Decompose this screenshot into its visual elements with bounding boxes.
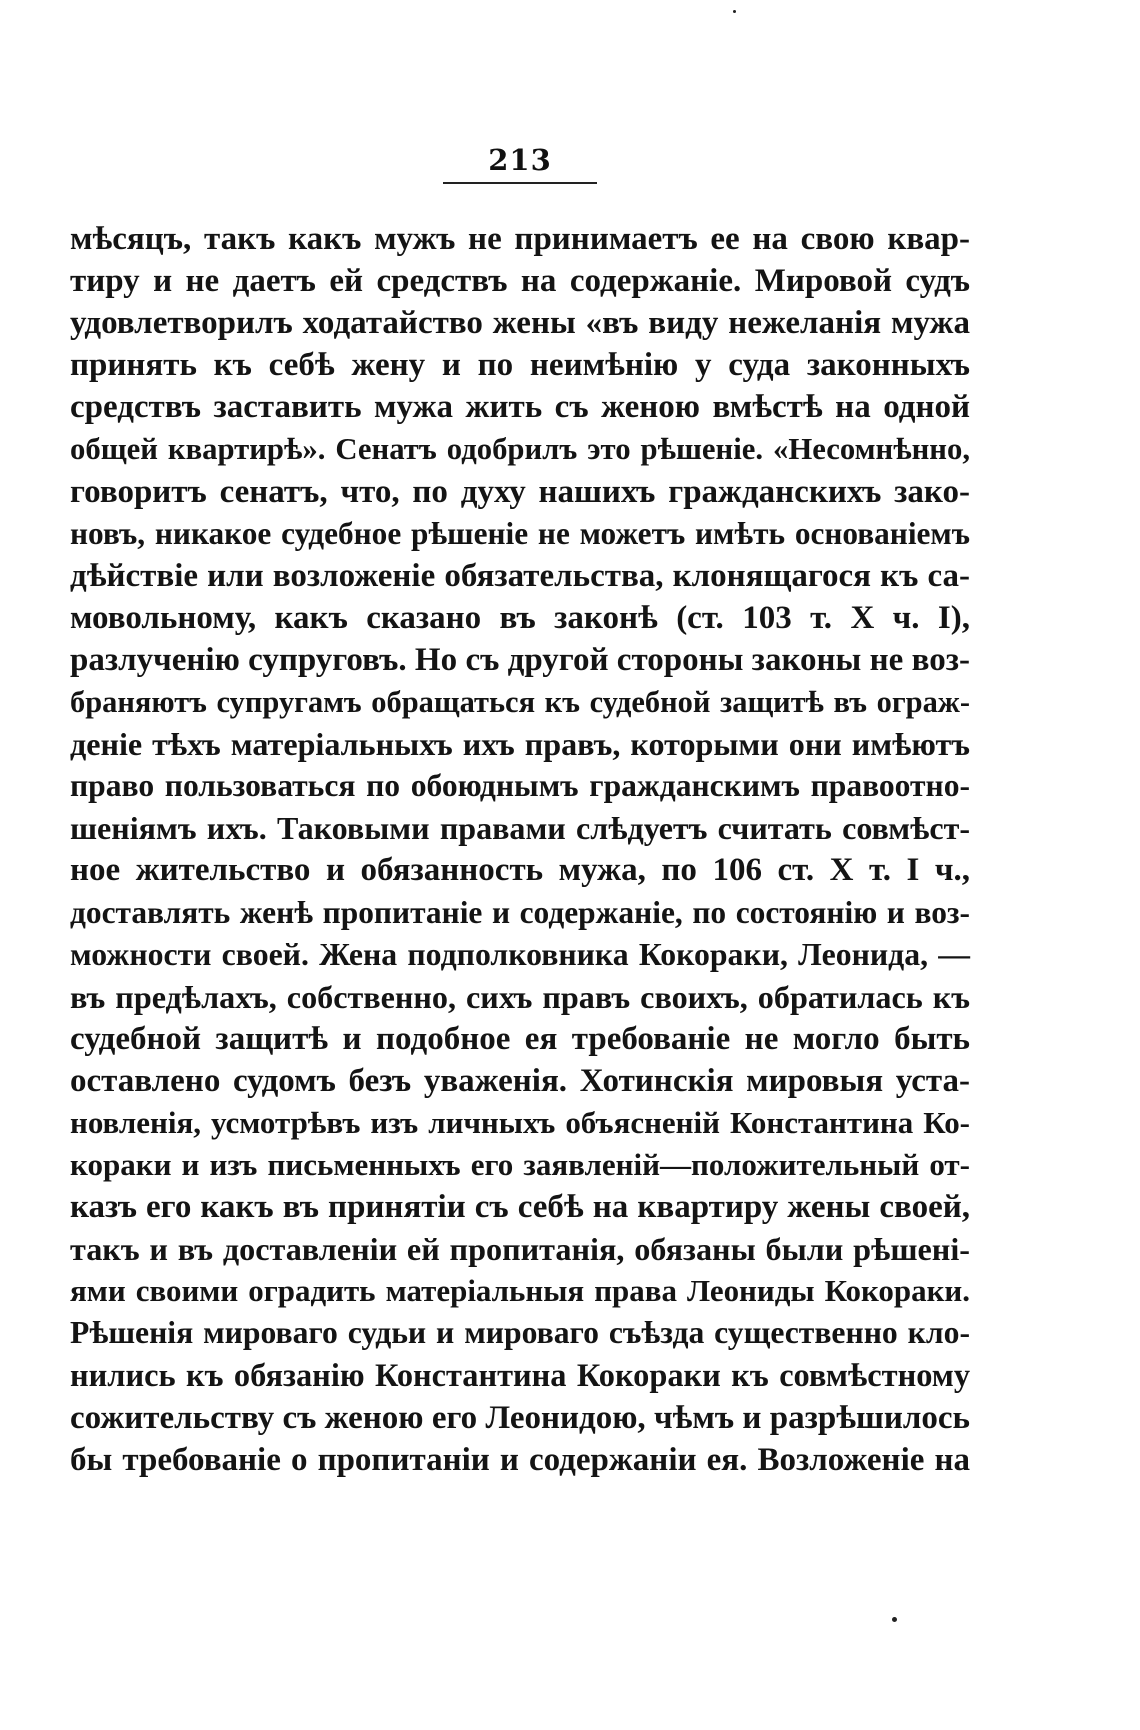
text-line: мѣсяцъ, такъ какъ мужъ не принимаетъ ее на свою квар- <box>70 221 970 257</box>
text-line: нились къ обязанію Константина Кокораки къ совмѣстному <box>70 1357 970 1394</box>
header-rule <box>443 182 597 184</box>
text-line: принять къ себѣ жену и по неимѣнію у суда законныхъ <box>70 347 970 384</box>
text-line: ное жительство и обязанность мужа, по 106 ст. X т. I ч., <box>70 852 970 889</box>
text-line: ями своими оградить матеріальныя права Леониды Кокораки. <box>70 1273 970 1309</box>
text-line: деніе тѣхъ матеріальныхъ ихъ правъ, которыми они имѣютъ <box>70 726 970 763</box>
text-line: общей квартирѣ». Сенатъ одобрилъ это рѣшеніе. «Несомнѣнно, <box>70 432 970 467</box>
text-line: сожительству съ женою его Леонидою, чѣмъ и разрѣшилось <box>70 1399 970 1436</box>
text-line: говоритъ сенатъ, что, по духу нашихъ гражданскихъ зако- <box>70 473 970 510</box>
text-line: казъ его какъ въ принятіи съ себѣ на квартиру жены своей, <box>70 1189 970 1226</box>
text-line: новъ, никакое судебное рѣшеніе не можетъ имѣть основаніемъ <box>70 515 970 551</box>
text-line: Рѣшенія мироваго судьи и мироваго съѣзда существенно кло- <box>70 1315 970 1351</box>
text-line: разлученію супруговъ. Но съ другой стороны законы не воз- <box>70 641 970 678</box>
text-line: можности своей. Жена подполковника Кокораки, Леонида, — <box>70 936 970 972</box>
text-line: новленія, усмотрѣвъ изъ личныхъ объясненій Константина Ко- <box>70 1104 970 1140</box>
text-line: шеніямъ ихъ. Таковыми правами слѣдуетъ считать совмѣст- <box>70 810 970 847</box>
text-line: тиру и не даетъ ей средствъ на содержаніе. Мировой судъ <box>70 263 970 300</box>
text-line: кораки и изъ письменныхъ его заявленій—положительный от- <box>70 1147 970 1183</box>
text-line: право пользоваться по обоюднымъ гражданскимъ правоотно- <box>70 768 970 804</box>
text-line: оставлено судомъ безъ уваженія. Хотинскія мировыя уста- <box>70 1062 970 1099</box>
text-line: дѣйствіе или возложеніе обязательства, клонящагося къ са- <box>70 557 970 594</box>
print-speck <box>733 10 736 13</box>
text-line: доставлять женѣ пропитаніе и содержаніе, по состоянію и воз- <box>70 894 970 930</box>
text-line: средствъ заставить мужа жить съ женою вмѣстѣ на одной <box>70 389 970 426</box>
text-line: мовольному, какъ сказано въ законѣ (ст. 103 т. X ч. I), <box>70 599 970 636</box>
text-line: судебной защитѣ и подобное ея требованіе не могло быть <box>70 1020 970 1057</box>
text-line: браняютъ супругамъ обращаться къ судебной защитѣ въ ограж- <box>70 685 970 720</box>
text-line: въ предѣлахъ, собственно, сихъ правъ своихъ, обратилась къ <box>70 978 970 1015</box>
page-number: 213 <box>488 143 552 177</box>
body-text <box>70 218 970 1481</box>
text-line: удовлетворилъ ходатайство жены «въ виду нежеланія мужа <box>70 305 970 342</box>
print-speck <box>892 1617 897 1622</box>
text-line: бы требованіе о пропитаніи и содержаніи ея. Возложеніе на <box>70 1441 970 1478</box>
text-line: такъ и въ доставленіи ей пропитанія, обязаны были рѣшені- <box>70 1231 970 1268</box>
